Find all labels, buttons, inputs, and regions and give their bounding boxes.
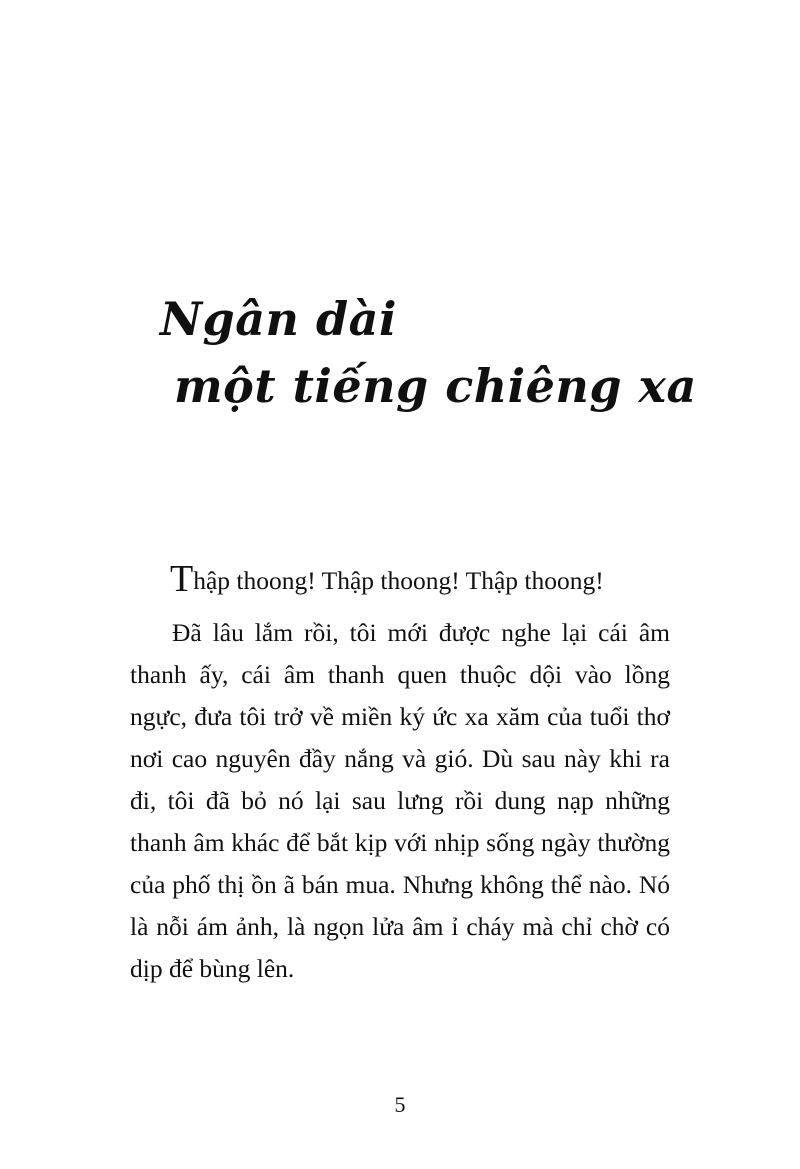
chapter-title [160,286,697,419]
chapter-title-line-2: một tiếng chiêng xa [174,358,697,413]
body-text [130,560,670,990]
paragraph-1: Đã lâu lắm rồi, tôi mới được nghe lại cái âm thanh ấy, cái âm thanh quen thuộc dội vào lồng ngực, đưa tôi trở về miền ký ức xa xăm của tuổi thơ nơi cao nguyên đầy nắng và gió. Dù sau này khi ra đi, tôi đã bỏ nó lại sau lưng rồi dung nạp những thanh âm khác để bắt kịp với nhịp sống ngày thường của phố thị ồn ã bán mua. Nhưng không thể nào. Nó là nỗi ám ảnh, là ngọn lửa âm ỉ cháy mà chỉ chờ có dịp để bùng lên. [130,618,670,983]
page-number: 5 [394,1092,406,1117]
drop-cap: T [170,558,194,600]
opening-line-rest: hập thoong! Thập thoong! Thập thoong! [193,566,604,595]
chapter-title-line-1: Ngân dài [160,292,397,346]
opening-line [170,560,670,602]
